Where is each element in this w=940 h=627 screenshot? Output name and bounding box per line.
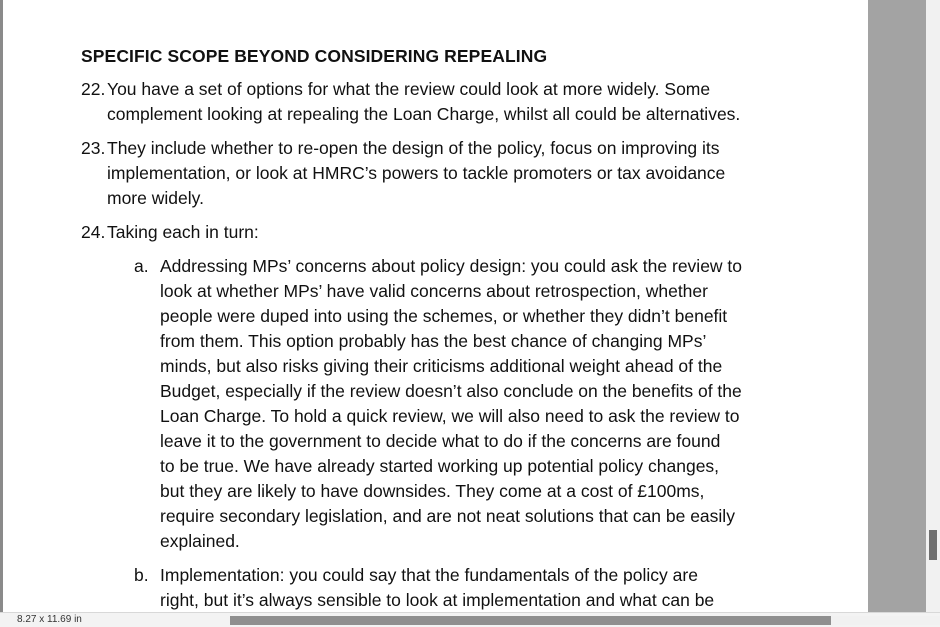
page-edge: [0, 0, 3, 612]
paragraph-number: 24.: [81, 222, 106, 242]
subitem-line: require secondary legislation, and are not neat solutions that can be easily: [160, 506, 735, 526]
page-size-label: 8.27 x 11.69 in: [17, 614, 82, 625]
subitem-line: from them. This option probably has the best chance of changing MPs’: [160, 331, 707, 351]
paragraph-number: 23.: [81, 138, 106, 158]
subitem-letter: b.: [134, 565, 149, 585]
paragraph-line: implementation, or look at HMRC’s powers to tackle promoters or tax avoidance: [107, 163, 726, 183]
viewer-gutter: [868, 0, 926, 612]
subitem-line: right, but it’s always sensible to look at implementation and what can be: [160, 590, 715, 610]
subitem-line: Budget, especially if the review doesn’t also conclude on the benefits of the: [160, 381, 742, 401]
subitem-line: but they are likely to have downsides. They come at a cost of £100ms,: [160, 481, 705, 501]
subitem-line: Loan Charge. To hold a quick review, we will also need to ask the review to: [160, 406, 740, 426]
subitem-letter: a.: [134, 256, 149, 276]
paragraph-number: 22.: [81, 79, 106, 99]
paragraph-line: They include whether to re-open the design of the policy, focus on improving its: [107, 138, 720, 158]
section-heading: SPECIFIC SCOPE BEYOND CONSIDERING REPEALING: [81, 46, 548, 66]
subitem-line: leave it to the government to decide what to do if the concerns are found: [160, 431, 721, 451]
paragraph-22: [81, 77, 811, 127]
vertical-scroll-thumb[interactable]: [929, 530, 937, 560]
subitem-line: to be true. We have already started working up potential policy changes,: [160, 456, 720, 476]
subitem-a: [81, 254, 811, 554]
subitem-b: [81, 563, 811, 612]
subitem-line: explained.: [160, 531, 240, 551]
paragraph-23: [81, 136, 811, 211]
paragraph-line: more widely.: [107, 188, 204, 208]
paragraph-line: Taking each in turn:: [107, 222, 259, 242]
document-content: [81, 44, 811, 612]
paragraph-24: [81, 220, 811, 245]
horizontal-scroll-thumb[interactable]: [230, 616, 831, 625]
paragraph-line: complement looking at repealing the Loan Charge, whilst all could be alternatives.: [107, 104, 741, 124]
subitem-line: Implementation: you could say that the fundamentals of the policy are: [160, 565, 698, 585]
subitem-line: look at whether MPs’ have valid concerns about retrospection, whether: [160, 281, 708, 301]
paragraph-line: You have a set of options for what the review could look at more widely. Some: [107, 79, 711, 99]
subitem-line: people were duped into using the schemes, or whether they didn’t benefit: [160, 306, 728, 326]
vertical-scrollbar[interactable]: [926, 0, 940, 612]
subitem-line: minds, but also risks giving their criticisms additional weight ahead of the: [160, 356, 723, 376]
subitem-line: Addressing MPs’ concerns about policy design: you could ask the review to: [160, 256, 743, 276]
